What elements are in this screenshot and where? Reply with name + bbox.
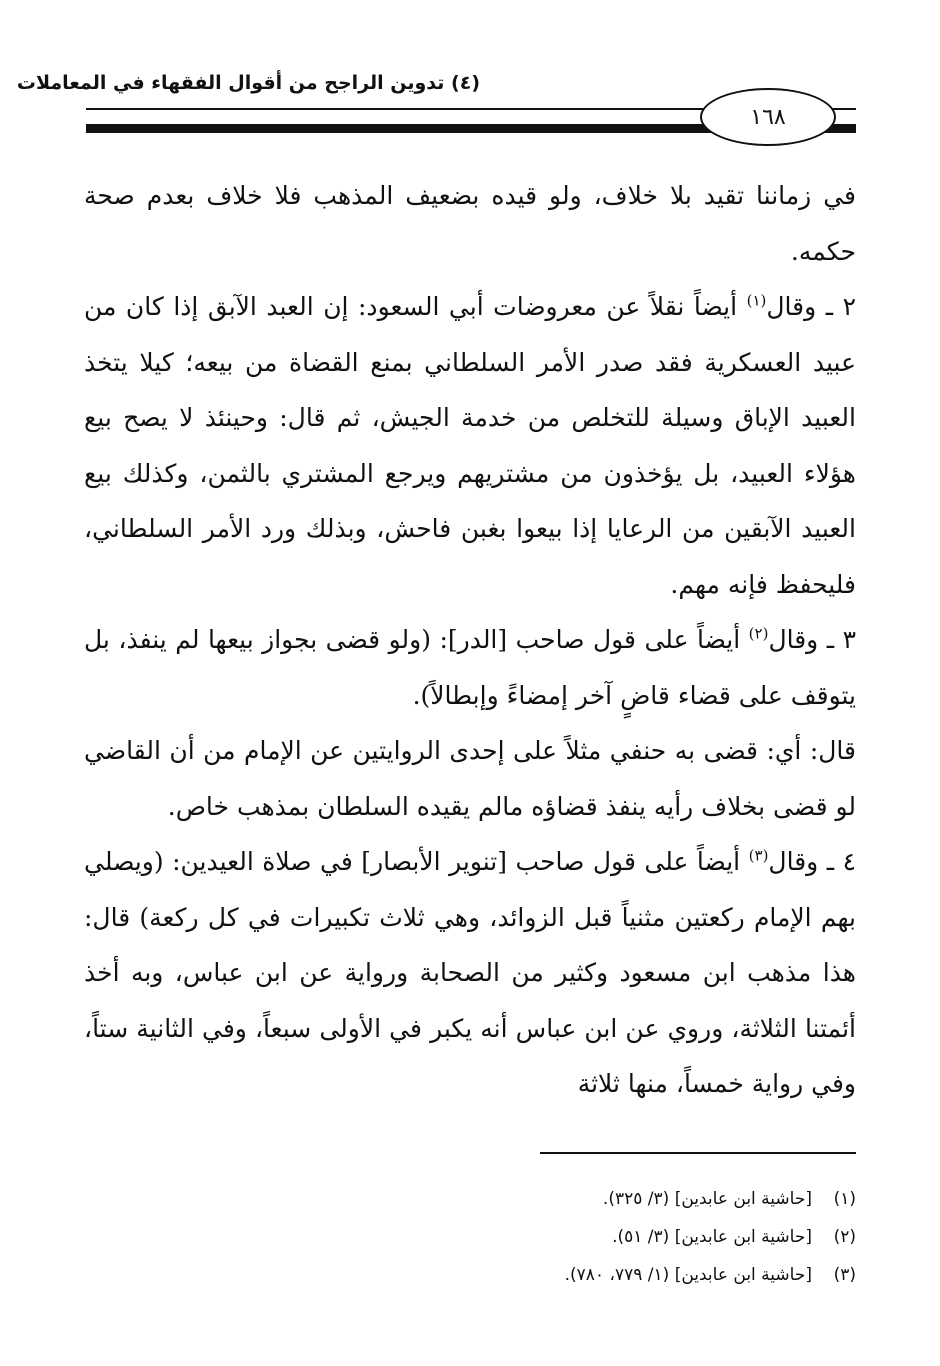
body-text [84,168,856,1112]
paragraph-5-text: أيضاً على قول صاحب [تنوير الأبصار] في صلاة العيدين: (ويصلي بهم الإمام ركعتين مثنياً قبل الزوائد، وهي ثلاث تكبيرات في كل ركعة) قال: هذا مذهب ابن مسعود وكثير من الصحابة ورواية عن ابن عباس، وبه أخذ أئمتنا الثلاثة، وروي عن ابن عباس أنه يكبر في الأولى سبعاً، وفي الثانية ستاً، وفي رواية خمساً، منها ثلاثة [84,847,856,1098]
paragraph-5-lead: ٤ ـ وقال [768,847,856,876]
footnote-item [256,1180,856,1218]
paragraph-4: قال: أي: قضى به حنفي مثلاً على إحدى الروايتين عن الإمام من أن القاضي لو قضى بخلاف رأيه ينفذ قضاؤه مالم يقيده السلطان بمذهب خاص. [84,736,856,821]
paragraph-3-text: أيضاً على قول صاحب [الدر]: (ولو قضى بجواز بيعها لم ينفذ، بل يتوقف على قضاء قاضٍ آخر إمضاءً وإبطالاً). [84,625,856,710]
footnote-separator [540,1152,856,1154]
paragraph-2 [84,279,856,612]
footnote-ref-2[interactable]: (٢) [748,624,769,643]
footnotes [256,1180,856,1294]
footnote-ref-1[interactable]: (١) [746,291,767,310]
footnote-number: (٢) [833,1227,856,1247]
footnote-number: (٣) [833,1265,856,1285]
footnote-item [256,1256,856,1294]
paragraph-2-text: أيضاً نقلاً عن معروضات أبي السعود: إن العبد الآبق إذا كان من عبيد العسكرية فقد صدر الأمر السلطاني بمنع القضاة من بيعه؛ كيلا يتخذ العبيد الإباق وسيلة للتخلص من خدمة الجيش، ثم قال: وحينئذ لا يصح بيع هؤلاء العبيد، بل يؤخذون من مشتريهم ويرجع المشتري بالثمن، وكذلك بيع العبيد الآبقين من الرعايا إذا بيعوا بغبن فاحش، وبذلك ورد الأمر السلطاني، فليحفظ فإنه مهم. [84,292,856,599]
paragraph-3 [84,612,856,723]
footnote-item [256,1218,856,1256]
paragraph-2-lead: ٢ ـ وقال [766,292,856,321]
footnote-number: (١) [833,1189,856,1209]
paragraph-5 [84,834,856,1112]
page-number: ١٦٨ [700,88,836,146]
paragraph-1: في زماننا تقيد بلا خلاف، ولو قيده بضعيف المذهب فلا خلاف بعدم صحة حكمه. [84,181,856,266]
footnote-ref-3[interactable]: (٣) [748,846,769,865]
footnote-text: [حاشية ابن عابدين] (٣/ ٣٢٥). [602,1189,812,1209]
running-title: (٤) تدوين الراجح من أقوال الفقهاء في المعاملات [16,72,480,94]
paragraph-3-lead: ٣ ـ وقال [768,625,856,654]
footnote-text: [حاشية ابن عابدين] (٣/ ٥١). [612,1227,812,1247]
footnote-text: [حاشية ابن عابدين] (١/ ٧٧٩، ٧٨٠). [564,1265,812,1285]
